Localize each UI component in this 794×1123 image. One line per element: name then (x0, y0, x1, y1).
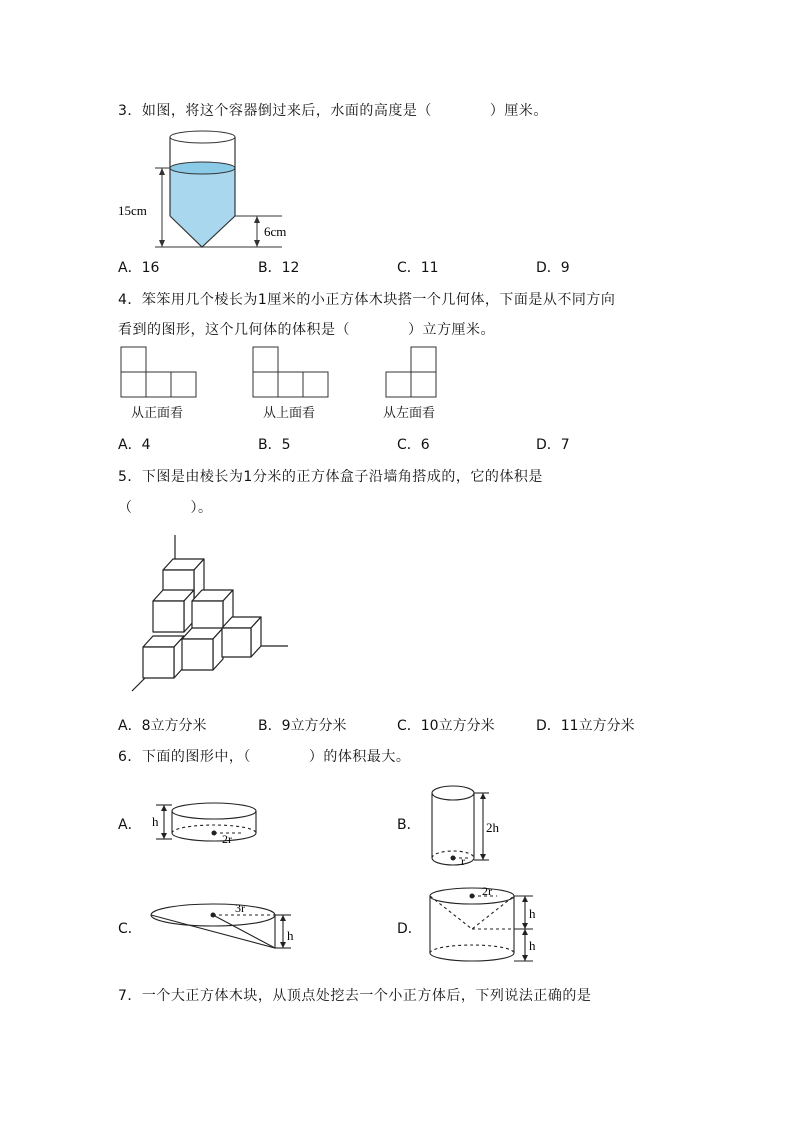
q4-line1: 4．笨笨用几个棱长为1厘米的小正方体木块搭一个几何体，下面是从不同方向 (118, 292, 616, 308)
q5-line2: （ ）。 (118, 500, 213, 516)
q3-text: 3．如图，将这个容器倒过来后，水面的高度是（ ）厘米。 (118, 103, 548, 119)
q6-label-b[interactable]: B． (397, 817, 421, 833)
q6-a-h: h (152, 814, 159, 829)
q5-option-d[interactable]: D．11立方分米 (536, 718, 635, 734)
q6-c-r: 3r (235, 901, 245, 915)
q6-figure-d-cylinder-cone (425, 883, 555, 975)
q6-d-h2: h (529, 938, 536, 953)
q3-water (170, 168, 235, 247)
q7-text: 7．一个大正方体木块，从顶点处挖去一个小正方体后，下列说法正确的是 (118, 988, 592, 1004)
q6-d-r: 2r (482, 884, 492, 898)
q6-b-r: r (461, 854, 465, 868)
q4-front-view (120, 346, 200, 400)
q6-text: 6．下面的图形中，（ ）的体积最大。 (118, 749, 411, 765)
q4-caption-left: 从左面看 (383, 406, 436, 421)
q3-container-figure (110, 128, 310, 253)
q6-a-r: 2r (222, 832, 232, 846)
q6-b-h: 2h (486, 820, 499, 835)
q4-left-view (385, 346, 441, 400)
q4-line2: 看到的图形，这个几何体的体积是（ ）立方厘米。 (118, 322, 495, 338)
q5-cube-stack-figure (128, 530, 293, 695)
q4-option-b[interactable]: B．5 (258, 437, 291, 453)
q6-label-a[interactable]: A． (118, 817, 142, 833)
q3-option-b[interactable]: B．12 (258, 260, 300, 276)
q3-option-d[interactable]: D．9 (536, 260, 570, 276)
q4-top-view (252, 346, 332, 400)
q4-option-a[interactable]: A．4 (118, 437, 151, 453)
q4-caption-top: 从上面看 (263, 406, 316, 421)
q4-option-d[interactable]: D．7 (536, 437, 570, 453)
q5-option-a[interactable]: A．8立方分米 (118, 718, 207, 734)
q6-figure-b-cylinder (425, 780, 515, 872)
q6-d-h1: h (529, 906, 536, 921)
q3-label-15cm: 15cm (118, 203, 147, 218)
q5-option-b[interactable]: B．9立方分米 (258, 718, 347, 734)
q3-option-c[interactable]: C．11 (397, 260, 439, 276)
q6-figure-c-cone (145, 897, 305, 957)
q6-label-c[interactable]: C． (118, 921, 142, 937)
q5-option-c[interactable]: C．10立方分米 (397, 718, 495, 734)
q6-label-d[interactable]: D． (397, 921, 422, 937)
q3-option-a[interactable]: A．16 (118, 260, 160, 276)
q4-caption-front: 从正面看 (131, 406, 184, 421)
q6-c-h: h (287, 928, 294, 943)
q6-figure-a-cylinder (148, 795, 268, 855)
q4-option-c[interactable]: C．6 (397, 437, 430, 453)
q5-line1: 5．下图是由棱长为1分米的正方体盒子沿墙角搭成的，它的体积是 (118, 469, 543, 485)
q3-label-6cm: 6cm (264, 224, 287, 239)
